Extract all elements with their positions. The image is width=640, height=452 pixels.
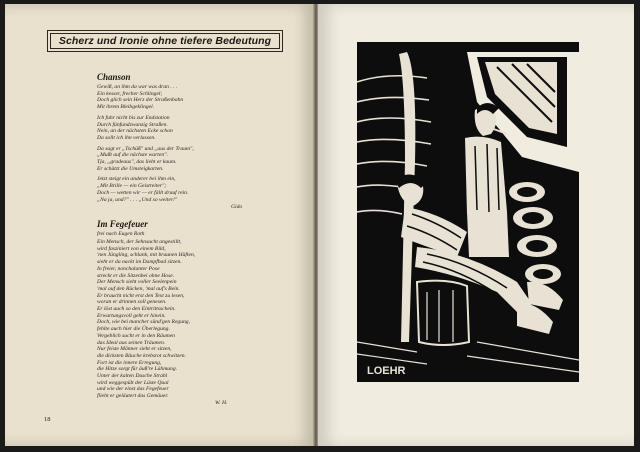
fegefeuer-line: Der Mensch sieht voller Seelenpein — [97, 279, 177, 286]
fegefeuer-line: Ein Mensch, der Sehnsucht angestillt, — [97, 239, 182, 245]
fegefeuer-poem — [97, 239, 287, 400]
fegefeuer-line: Fort ist die innere Erregung, — [97, 359, 162, 366]
fegefeuer-line: streckt er die Sitzenbei ohne Hose. — [97, 272, 175, 279]
chanson-line: Tja, „gradeaus", das liebt er kaum. — [97, 159, 177, 166]
chanson-line: Da sollt ich ihn verlassen. — [97, 134, 156, 141]
chanson-line: Durch fünfundzwanzig Straßen. — [97, 121, 168, 128]
fegefeuer-line: wird fasziniert von einem Bild, — [97, 245, 166, 252]
woodcut-signature: LOEHR — [367, 365, 406, 377]
chanson-line: Mit ihrem Bleibgeklingel. — [97, 104, 155, 111]
chanson-poem — [97, 84, 287, 203]
chanson-line: Er schätzt die Umsteigkarten. — [97, 165, 164, 172]
chanson-line: „Mit Brille — ein Geistreiter"; — [97, 183, 167, 190]
fegefeuer-title: Im Fegefeuer — [97, 219, 148, 229]
section-header-box — [47, 30, 283, 52]
chanson-line: Nein, an der nächsten Ecke schon — [97, 128, 173, 135]
fegefeuer-line: sieht er da nackt im Dampfbad sitzen. — [97, 259, 182, 266]
left-page — [5, 4, 315, 446]
fegefeuer-line: Erwartungsvoll geht er hinein. — [97, 312, 166, 319]
chanson-line: Gewiß, an ihm da war was dran . . . — [97, 84, 178, 90]
chanson-line: „Mußt auf die nächste warten". — [97, 152, 168, 159]
fegefeuer-line: Nur feiste Männer sieht er sitzen, — [97, 346, 172, 353]
fegefeuer-line: Unter der kalten Dusche Strahl — [97, 373, 168, 380]
fegefeuer-line: flieht er geläutert das Gemäuer. — [97, 393, 169, 400]
fegefeuer-line: fehlte auch hier die Überlegung. — [97, 326, 170, 333]
fegefeuer-line: wird weggespült der Lüste Qual — [97, 379, 169, 386]
chanson-line: Doch glich sein Herz der Straßenbahn — [97, 97, 184, 104]
fegefeuer-line: Doch, wie bei mancher sünd'gen Regung, — [97, 319, 191, 326]
fegefeuer-line: und wie der einst das Fegefeuer — [97, 386, 169, 393]
chanson-line: Jetzt steigt ein anderer bei ihm ein, — [97, 176, 176, 183]
woodcut-image — [357, 42, 579, 382]
chanson-line: Ein kesser, frecher Schlingel; — [97, 90, 163, 97]
chanson-title: Chanson — [97, 72, 131, 82]
fegefeuer-line: die Hitze sorgt für äuß're Lähmung. — [97, 366, 178, 373]
fegefeuer-line: 'nen Jüngling, schlank, mit braunen Hüften, — [97, 252, 196, 259]
fegefeuer-line: Er löst auch so den Eintrittsschein. — [97, 306, 176, 313]
chanson-line: Da sagt er „Tschüß" und „aus der Traum", — [97, 145, 194, 152]
fegefeuer-line: 'mal auf den Rücken, 'mal auf's Bein. — [97, 285, 180, 292]
fegefeuer-author: W. H. — [215, 400, 228, 406]
chanson-line: „Na ja, und?" . . . „Und so weiter!" — [97, 196, 178, 203]
page-number: 18 — [44, 416, 51, 423]
fegefeuer-line: Er braucht nicht erst den Text zu lesen, — [97, 292, 185, 299]
chanson-author: Gido — [231, 204, 243, 210]
section-header-title: Scherz und Ironie ohne tiefere Bedeutung — [58, 35, 272, 47]
woodcut-illustration — [357, 42, 579, 382]
fegefeuer-line: woran er drinnen soll genesen. — [97, 299, 167, 306]
fegefeuer-line: das Ideal aus seinen Träumen. — [97, 339, 166, 346]
right-page — [318, 4, 634, 446]
chanson-line: Ich fuhr nicht bis zur Endstation — [97, 114, 170, 121]
fegefeuer-line: In freier, nonchalanter Pose — [97, 265, 160, 272]
chanson-line: Doch — wetten wir — er fällt drauf rein. — [97, 189, 189, 196]
fegefeuer-line: die dicksten Bäuche krebsrot schwitzen. — [97, 352, 186, 359]
fegefeuer-subtitle: frei nach Eugen Roth — [97, 231, 145, 237]
fegefeuer-line: Vergeblich sucht er in den Räumen — [97, 332, 175, 339]
